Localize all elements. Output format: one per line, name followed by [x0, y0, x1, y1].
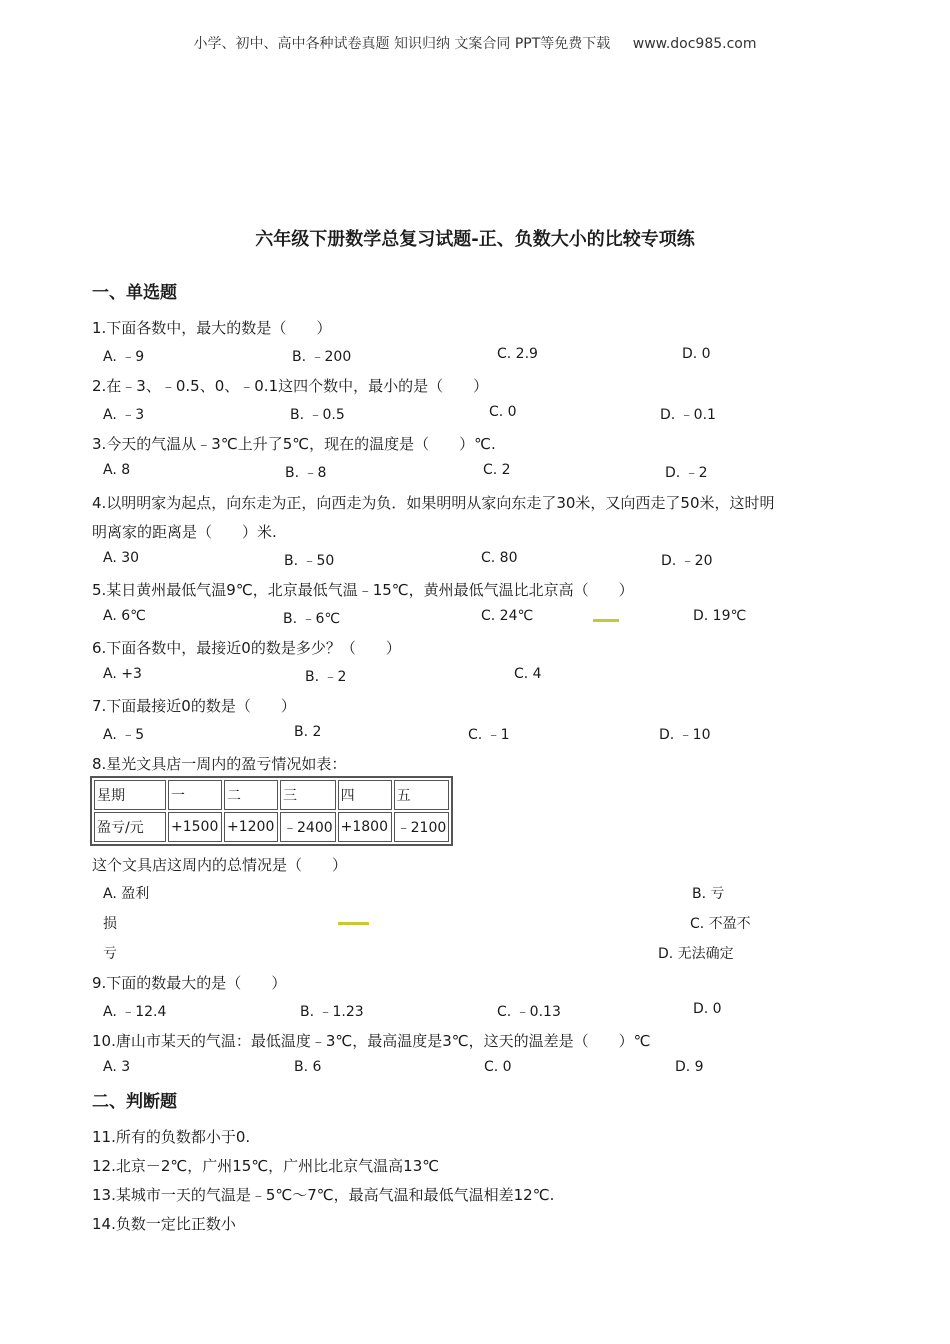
question-13: 13.某城市一天的气温是﹣5℃～7℃，最高气温和最低气温相差12℃. [92, 1186, 555, 1204]
q9-option-c: C. ﹣0.13 [497, 1004, 561, 1020]
q5-option-a: A. 6℃ [103, 608, 146, 624]
q7-option-c: C. ﹣1 [468, 727, 510, 743]
question-11: 11.所有的负数都小于0. [92, 1128, 251, 1146]
q1-option-a: A. ﹣9 [103, 349, 145, 365]
q6-option-c: C. 4 [514, 666, 542, 682]
table-header-row [94, 780, 449, 810]
table-cell: +1500 [168, 812, 222, 842]
section-judgment: 二、判断题 [92, 1092, 177, 1112]
q3-option-c: C. 2 [483, 462, 511, 478]
q5-option-d: D. 19℃ [693, 608, 747, 624]
question-9: 9.下面的数最大的是（ ） [92, 974, 287, 992]
q1-option-d: D. 0 [682, 346, 711, 362]
q4-option-a: A. 30 [103, 550, 140, 566]
question-5: 5.某日黄州最低气温9℃，北京最低气温﹣15℃，黄州最低气温比北京高（ ） [92, 581, 634, 599]
q4-option-b: B. ﹣50 [284, 553, 335, 569]
q8-option-b-cont: 损 [103, 916, 117, 932]
q2-option-c: C. 0 [489, 404, 517, 420]
q2-option-b: B. ﹣0.5 [290, 407, 345, 423]
q9-option-a: A. ﹣12.4 [103, 1004, 167, 1020]
question-8: 8.星光文具店一周内的盈亏情况如表： [92, 755, 347, 773]
question-6: 6.下面各数中，最接近0的数是多少？（ ） [92, 639, 401, 657]
q5-option-b: B. ﹣6℃ [283, 611, 341, 627]
q1-option-b: B. ﹣200 [292, 349, 352, 365]
table-cell: +1200 [224, 812, 278, 842]
header-site: www.doc985.com [632, 36, 757, 52]
table-cell: 盈亏/元 [94, 812, 166, 842]
highlight-mark [338, 922, 369, 925]
question-7: 7.下面最接近0的数是（ ） [92, 697, 296, 715]
table-header-cell: 五 [394, 780, 450, 810]
q6-option-a: A. +3 [103, 666, 142, 682]
header-text: 小学、初中、高中各种试卷真题 知识归纳 文案合同 PPT等免费下载 [193, 36, 611, 52]
q7-option-d: D. ﹣10 [659, 727, 711, 743]
q4-option-d: D. ﹣20 [661, 553, 713, 569]
question-4-line2: 明离家的距离是（ ）米. [92, 523, 277, 541]
q3-option-d: D. ﹣2 [665, 465, 708, 481]
q8-option-c-cont: 亏 [103, 946, 117, 962]
q3-option-b: B. ﹣8 [285, 465, 327, 481]
table-header-cell: 一 [168, 780, 222, 810]
q8-option-b: B. 亏 [692, 886, 725, 902]
table-row [94, 812, 449, 842]
page-title: 六年级下册数学总复习试题-正、负数大小的比较专项练 [255, 229, 695, 250]
q9-option-d: D. 0 [693, 1001, 722, 1017]
question-10: 10.唐山市某天的气温：最低温度﹣3℃，最高温度是3℃，这天的温差是（ ）℃ [92, 1032, 651, 1050]
q8-option-d: D. 无法确定 [658, 946, 734, 962]
question-1: 1.下面各数中，最大的数是（ ） [92, 319, 332, 337]
question-3: 3.今天的气温从﹣3℃上升了5℃，现在的温度是（ ）℃. [92, 435, 496, 453]
table-header-cell: 星期 [94, 780, 166, 810]
q2-option-a: A. ﹣3 [103, 407, 145, 423]
q7-option-b: B. 2 [294, 724, 322, 740]
section-single-choice: 一、单选题 [92, 283, 177, 303]
table-cell: ﹣2100 [394, 812, 450, 842]
table-cell: ﹣2400 [280, 812, 336, 842]
question-12: 12.北京－2℃，广州15℃，广州比北京气温高13℃ [92, 1157, 440, 1175]
q10-option-b: B. 6 [294, 1059, 322, 1075]
table-header-cell: 四 [338, 780, 392, 810]
q1-option-c: C. 2.9 [497, 346, 538, 362]
highlight-mark [593, 619, 619, 622]
q9-option-b: B. ﹣1.23 [300, 1004, 364, 1020]
question-14: 14.负数一定比正数小 [92, 1215, 236, 1233]
q5-option-c: C. 24℃ [481, 608, 534, 624]
question-4-line1: 4.以明明家为起点，向东走为正，向西走为负．如果明明从家向东走了30米，又向西走了50米，这时明 [92, 494, 775, 512]
table-cell: +1800 [338, 812, 392, 842]
q7-option-a: A. ﹣5 [103, 727, 145, 743]
q10-option-c: C. 0 [484, 1059, 512, 1075]
q3-option-a: A. 8 [103, 462, 131, 478]
profit-table [90, 776, 453, 846]
question-8-prompt: 这个文具店这周内的总情况是（ ） [92, 856, 348, 874]
q4-option-c: C. 80 [481, 550, 518, 566]
q8-option-c: C. 不盈不 [690, 916, 751, 932]
q10-option-d: D. 9 [675, 1059, 704, 1075]
table-header-cell: 三 [280, 780, 336, 810]
q6-option-b: B. ﹣2 [305, 669, 347, 685]
q10-option-a: A. 3 [103, 1059, 131, 1075]
page-header [0, 33, 950, 53]
q8-option-a: A. 盈利 [103, 886, 150, 902]
q2-option-d: D. ﹣0.1 [660, 407, 716, 423]
question-2: 2.在﹣3、﹣0.5、0、﹣0.1这四个数中，最小的是（ ） [92, 377, 489, 395]
table-header-cell: 二 [224, 780, 278, 810]
